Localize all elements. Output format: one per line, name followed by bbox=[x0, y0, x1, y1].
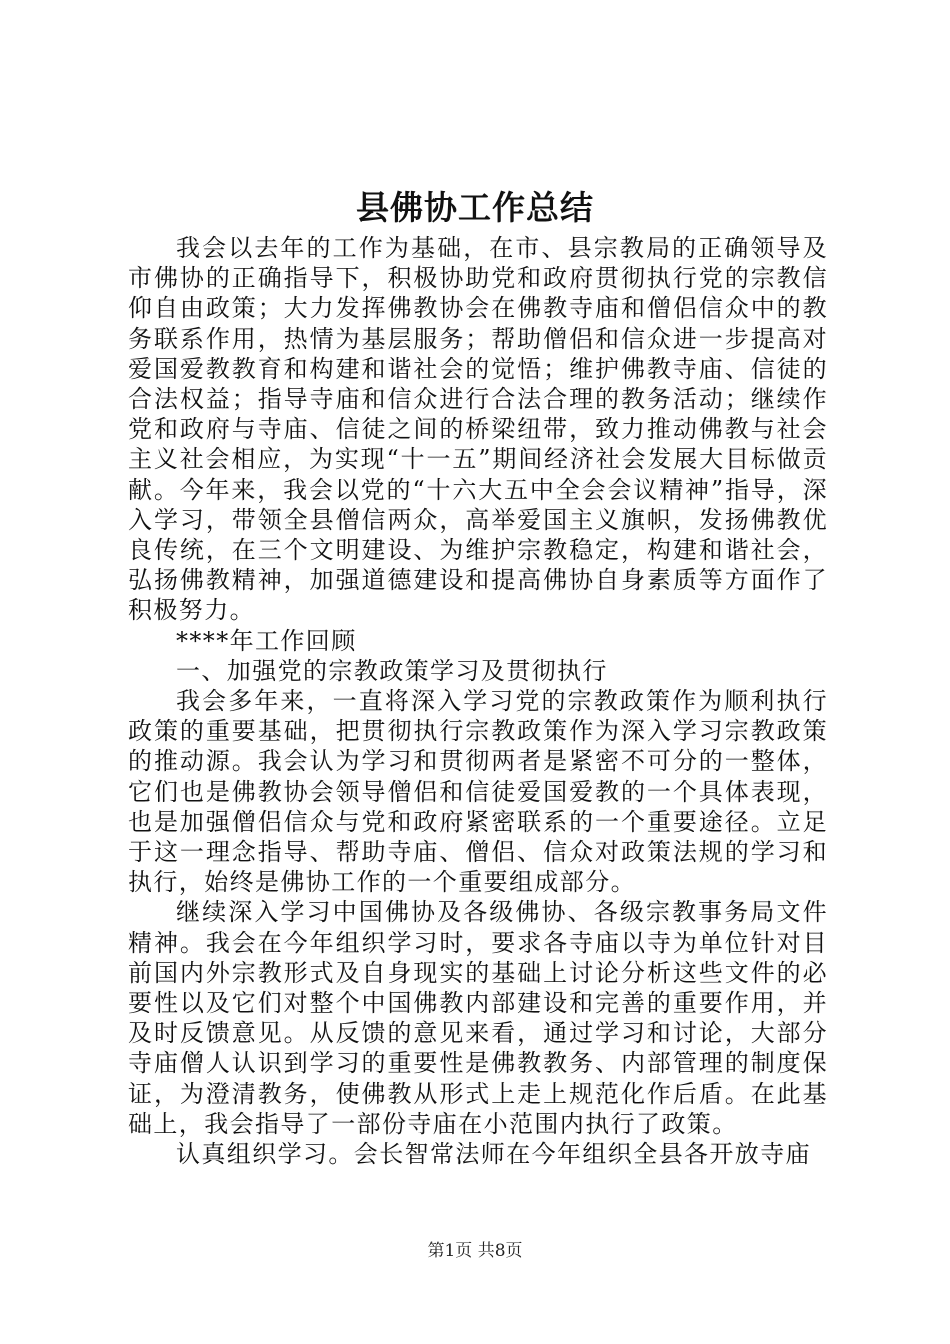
page-number-footer: 第1页 共8页 bbox=[427, 1241, 523, 1261]
paragraph-document-study: 继续深入学习中国佛协及各级佛协、各级宗教事务局文件精神。我会在今年组织学习时，要求各寺庙以寺为单位针对目前国内外宗教形式及自身现实的基础上讨论分析这些文件的必要性以及它们对整个中国佛教内部建设和完善的重要作用，并及时反馈意见。从反馈的意见来看，通过学习和讨论，大部分寺庙僧人认识到学习的重要性是佛教教务、内部管理的制度保证，为澄清教务，使佛教从形式上走上规范化作后盾。在此基础上，我会指导了一部份寺庙在小范围内执行了政策。 bbox=[128, 898, 828, 1138]
document-body bbox=[128, 233, 828, 1169]
section-heading-policy: 一、加强党的宗教政策学习及贯彻执行 bbox=[176, 656, 608, 685]
document-title: 县佛协工作总结 bbox=[356, 188, 594, 227]
paragraph-intro: 我会以去年的工作为基础，在市、县宗教局的正确领导及市佛协的正确指导下，积极协助党和政府贯彻执行党的宗教信仰自由政策；大力发挥佛教协会在佛教寺庙和僧侣信众中的教务联系作用，热情为基层服务；帮助僧侣和信众进一步提高对爱国爱教教育和构建和谐社会的觉悟；维护佛教寺庙、信徒的合法权益；指导寺庙和信众进行合法合理的教务活动；继续作党和政府与寺庙、信徒之间的桥梁纽带，致力推动佛教与社会主义社会相应，为实现“十一五”期间经济社会发展大目标做贡献。今年来，我会以党的“十六大五中全会会议精神”指导，深入学习，带领全县僧信两众，高举爱国主义旗帜，发扬佛教优良传统，在三个文明建设、为维护宗教稳定，构建和谐社会，弘扬佛教精神，加强道德建设和提高佛协自身素质等方面作了积极努力。 bbox=[128, 234, 828, 625]
paragraph-organize-study: 认真组织学习。会长智常法师在今年组织全县各开放寺庙 bbox=[176, 1140, 811, 1169]
paragraph-policy-study: 我会多年来，一直将深入学习党的宗教政策作为顺利执行政策的重要基础，把贯彻执行宗教政策作为深入学习宗教政策的推动源。我会认为学习和贯彻两者是紧密不可分的一整体，它们也是佛教协会领导僧侣和信徒爱国爱教的一个具体表现，也是加强僧侣信众与党和政府紧密联系的一个重要途径。立足于这一理念指导、帮助寺庙、僧侣、信众对政策法规的学习和执行，始终是佛协工作的一个重要组成部分。 bbox=[128, 687, 828, 897]
section-heading-review: ****年工作回顾 bbox=[176, 626, 357, 655]
